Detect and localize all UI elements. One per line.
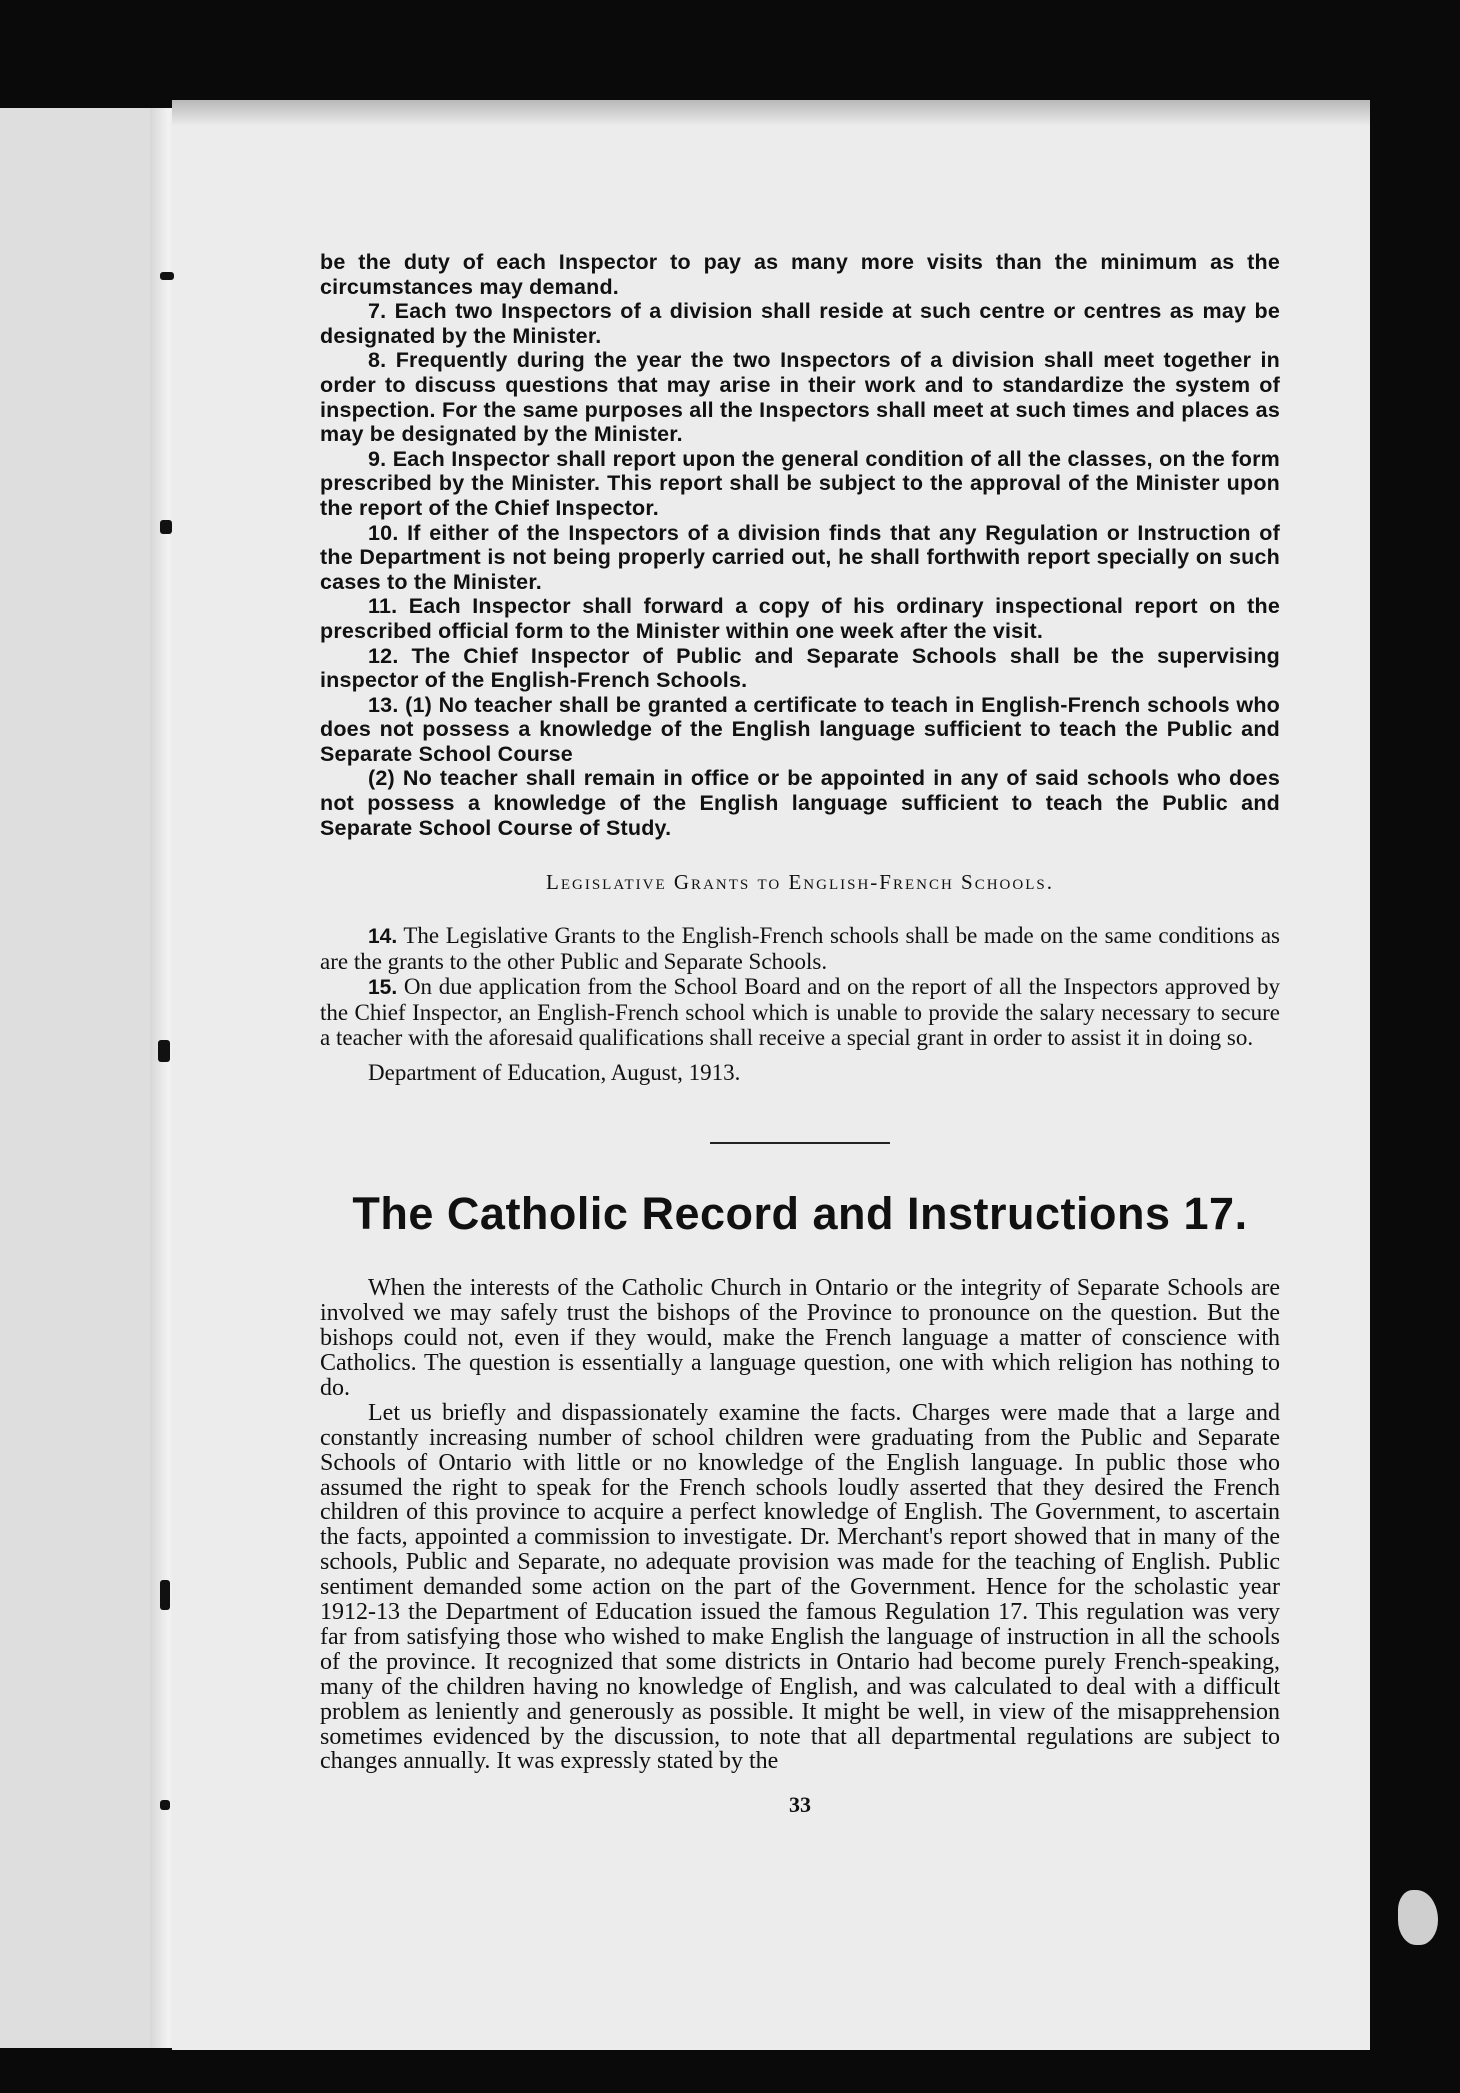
grant-paragraph [320,923,1280,974]
regulation-paragraph [320,693,1280,767]
article-title: The Catholic Record and Instructions 17. [352,1188,1248,1240]
margin-mark [160,272,174,280]
paragraph-number: 7. [368,299,387,324]
regulation-paragraph [320,644,1280,693]
paragraph-number: 12. [368,643,399,668]
paragraph-text: Each Inspector shall forward a copy of his ordinary inspectional report on the prescribed official form to the Minister within one week after the visit. [320,594,1280,643]
regulation-paragraph [320,348,1280,446]
margin-mark [158,1040,170,1062]
article-paragraph: When the interests of the Catholic Church in Ontario or the integrity of Separate Schools are involved we may safely trust the bishops of the Province to pronounce on the question. But the bishops could not, even if they would, make the French language a matter of conscience with Catholics. The question is essentially a language question, one with which religion has nothing to do. [320,1275,1280,1401]
paragraph-text: If either of the Inspectors of a division finds that any Regulation or Instruction of the Department is not being properly carried out, he shall forthwith report specially on such cases to the Minister. [320,520,1280,594]
paragraph-number: 14. [368,925,398,949]
signature-line: Department of Education, August, 1913. [368,1060,741,1086]
margin-mark [160,1800,170,1810]
paragraph-number: 8. [368,348,387,373]
grant-paragraph [320,974,1280,1050]
paragraph-number: 9. [368,446,387,471]
page-number: 33 [789,1792,811,1818]
paragraph-text: Each Inspector shall report upon the general condition of all the classes, on the form prescribed by the Minister. This report shall be subject to the approval of the Minister upon the report of the Chief Inspector. [320,446,1280,520]
paragraph-text: Frequently during the year the two Inspectors of a division shall meet together in order to discuss questions that may arise in their work and to standardize the system of inspection. For the same purposes all the Inspectors shall meet at such times and places as may be designated by the Minister. [320,348,1280,447]
paragraph-text: Each two Inspectors of a division shall reside at such centre or centres as may be designated by the Minister. [320,299,1280,348]
grants-block [320,923,1280,1050]
page-content [320,250,1280,1818]
paragraph-text: On due application from the School Board and on the report of all the Inspectors approved by the Chief Inspector, an English-French school which is unable to provide the salary necessary to secure a teacher with the aforesaid qualifications shall receive a special grant in order to assist it in doing so. [320,974,1280,1051]
paragraph-number: 13. [368,692,399,717]
paragraph-text: (2) No teacher shall remain in office or be appointed in any of said schools who does not possess a knowledge of the English language sufficient to teach the Public and Separate School Course of Study. [320,766,1280,840]
regulation-paragraph [320,447,1280,521]
regulations-block [320,250,1280,840]
paragraph-text: (1) No teacher shall be granted a certificate to teach in English-French schools who does not possess a knowledge of the English language sufficient to teach the Public and Separate School Course [320,692,1280,766]
regulation-paragraph [320,766,1280,840]
regulation-paragraph [320,521,1280,595]
margin-mark [160,520,172,534]
paragraph-text: The Legislative Grants to the English-French schools shall be made on the same conditions as are the grants to the other Public and Separate Schools. [320,923,1280,975]
section-heading: Legislative Grants to English-French Schools. [546,870,1054,895]
section-divider [710,1142,890,1144]
regulation-paragraph [320,299,1280,348]
page-top-shadow [172,100,1370,126]
paragraph-text: The Chief Inspector of Public and Separate Schools shall be the supervising inspector of the English-French Schools. [320,643,1280,693]
paragraph-number: 10. [368,520,399,545]
page-edge-stain [1398,1890,1438,1945]
paragraph-number: 11. [368,594,398,619]
paragraph-text: be the duty of each Inspector to pay as many more visits than the minimum as the circumstances may demand. [320,250,1280,299]
paragraph-number: 15. [368,976,398,1000]
regulation-paragraph [320,250,1280,299]
regulation-paragraph [320,594,1280,643]
article-body [320,1276,1280,1774]
margin-mark [160,1580,170,1610]
article-paragraph: Let us briefly and dispassionately examine the facts. Charges were made that a large and constantly increasing number of school children were graduating from the Public and Separate Schools of Ontario with little or no knowledge of the English language. In public those who assumed the right to speak for the French schools loudly asserted that they desired the French children of this province to acquire a perfect knowledge of English. The Government, to ascertain the facts, appointed a commission to investigate. Dr. Merchant's report showed that in many of the schools, Public and Separate, no adequate provision was made for the teaching of English. Public sentiment demanded some action on the part of the Government. Hence for the scholastic year 1912-13 the Department of Education issued the famous Regulation 17. This regulation was very far from satisfying those who wished to make English the language of instruction in all the schools of the province. It recognized that some districts in Ontario had become purely French-speaking, many of the children having no knowledge of English, and was calculated to deal with a difficult problem as leniently and generously as possible. It might be well, in view of the misapprehension sometimes evidenced by the discussion, to note that all departmental regulations are subject to changes annually. It was expressly stated by the [320,1399,1280,1775]
